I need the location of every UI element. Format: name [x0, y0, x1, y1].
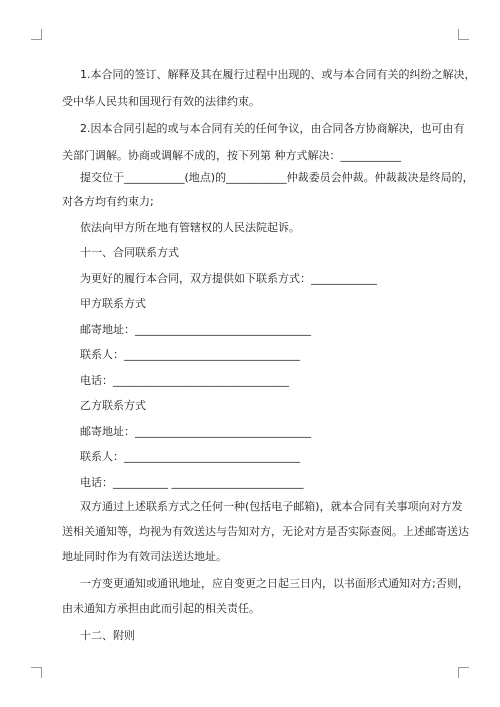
notice-clause-line-1: 双方通过上述联系方式之任何一种(包括电子邮箱)，就本合同有关事项向对方发 [80, 500, 463, 513]
section-12-heading: 十二、附则 [80, 629, 135, 642]
address-change-line-2: 由未通知方承担由此而引起的相关责任。 [62, 602, 260, 615]
arbitration-option-line-2: 对各方均有约束力; [62, 195, 154, 208]
party-b-contact-heading: 乙方联系方式 [80, 399, 146, 412]
crop-mark-top-left [31, 29, 42, 40]
arbitration-option-line-1: 提交位于___________(地点)的___________仲裁委员会仲裁。仲裁裁决是终局的， [80, 171, 474, 184]
party-b-contact-person-field: 联系人：________________________________ [80, 450, 300, 463]
party-a-contact-person-field: 联系人：________________________________ [80, 348, 300, 361]
contact-intro: 为更好的履行本合同，双方提供如下联系方式：____________ [80, 272, 377, 285]
party-a-address-field: 邮寄地址：________________________________ [80, 323, 311, 336]
party-a-phone-field: 电话：________________________________ [80, 374, 289, 387]
party-b-address-field: 邮寄地址：________________________________ [80, 425, 311, 438]
clause-2-line-2: 关部门调解。协商或调解不成的，按下列第 种方式解决：___________ [62, 149, 401, 162]
address-change-line-1: 一方变更通知或通讯地址，应自变更之日起三日内，以书面形式通知对方;否则， [80, 577, 469, 590]
crop-mark-bottom-left [31, 667, 42, 678]
notice-clause-line-3: 地址同时作为有效司法送达地址。 [62, 550, 227, 563]
clause-1-line-2: 受中华人民共和国现行有效的法律约束。 [62, 95, 260, 108]
court-option: 依法向甲方所在地有管辖权的人民法院起诉。 [80, 221, 300, 234]
clause-2-line-1: 2.因本合同引起的或与本合同有关的任何争议，由合同各方协商解决，也可由有 [80, 122, 465, 135]
party-a-contact-heading: 甲方联系方式 [80, 297, 146, 310]
section-11-heading: 十一、合同联系方式 [80, 246, 179, 259]
crop-mark-bottom-right [458, 667, 469, 678]
clause-1-line-1: 1.本合同的签订、解释及其在履行过程中出现的、或与本合同有关的纠纷之解决， [80, 68, 476, 81]
crop-mark-top-right [458, 29, 469, 40]
notice-clause-line-2: 送相关通知等，均视为有效送达与告知对方，无论对方是否实际查阅。上述邮寄送达 [62, 525, 469, 538]
party-b-phone-field: 电话：__________ ________________________ [80, 476, 304, 489]
